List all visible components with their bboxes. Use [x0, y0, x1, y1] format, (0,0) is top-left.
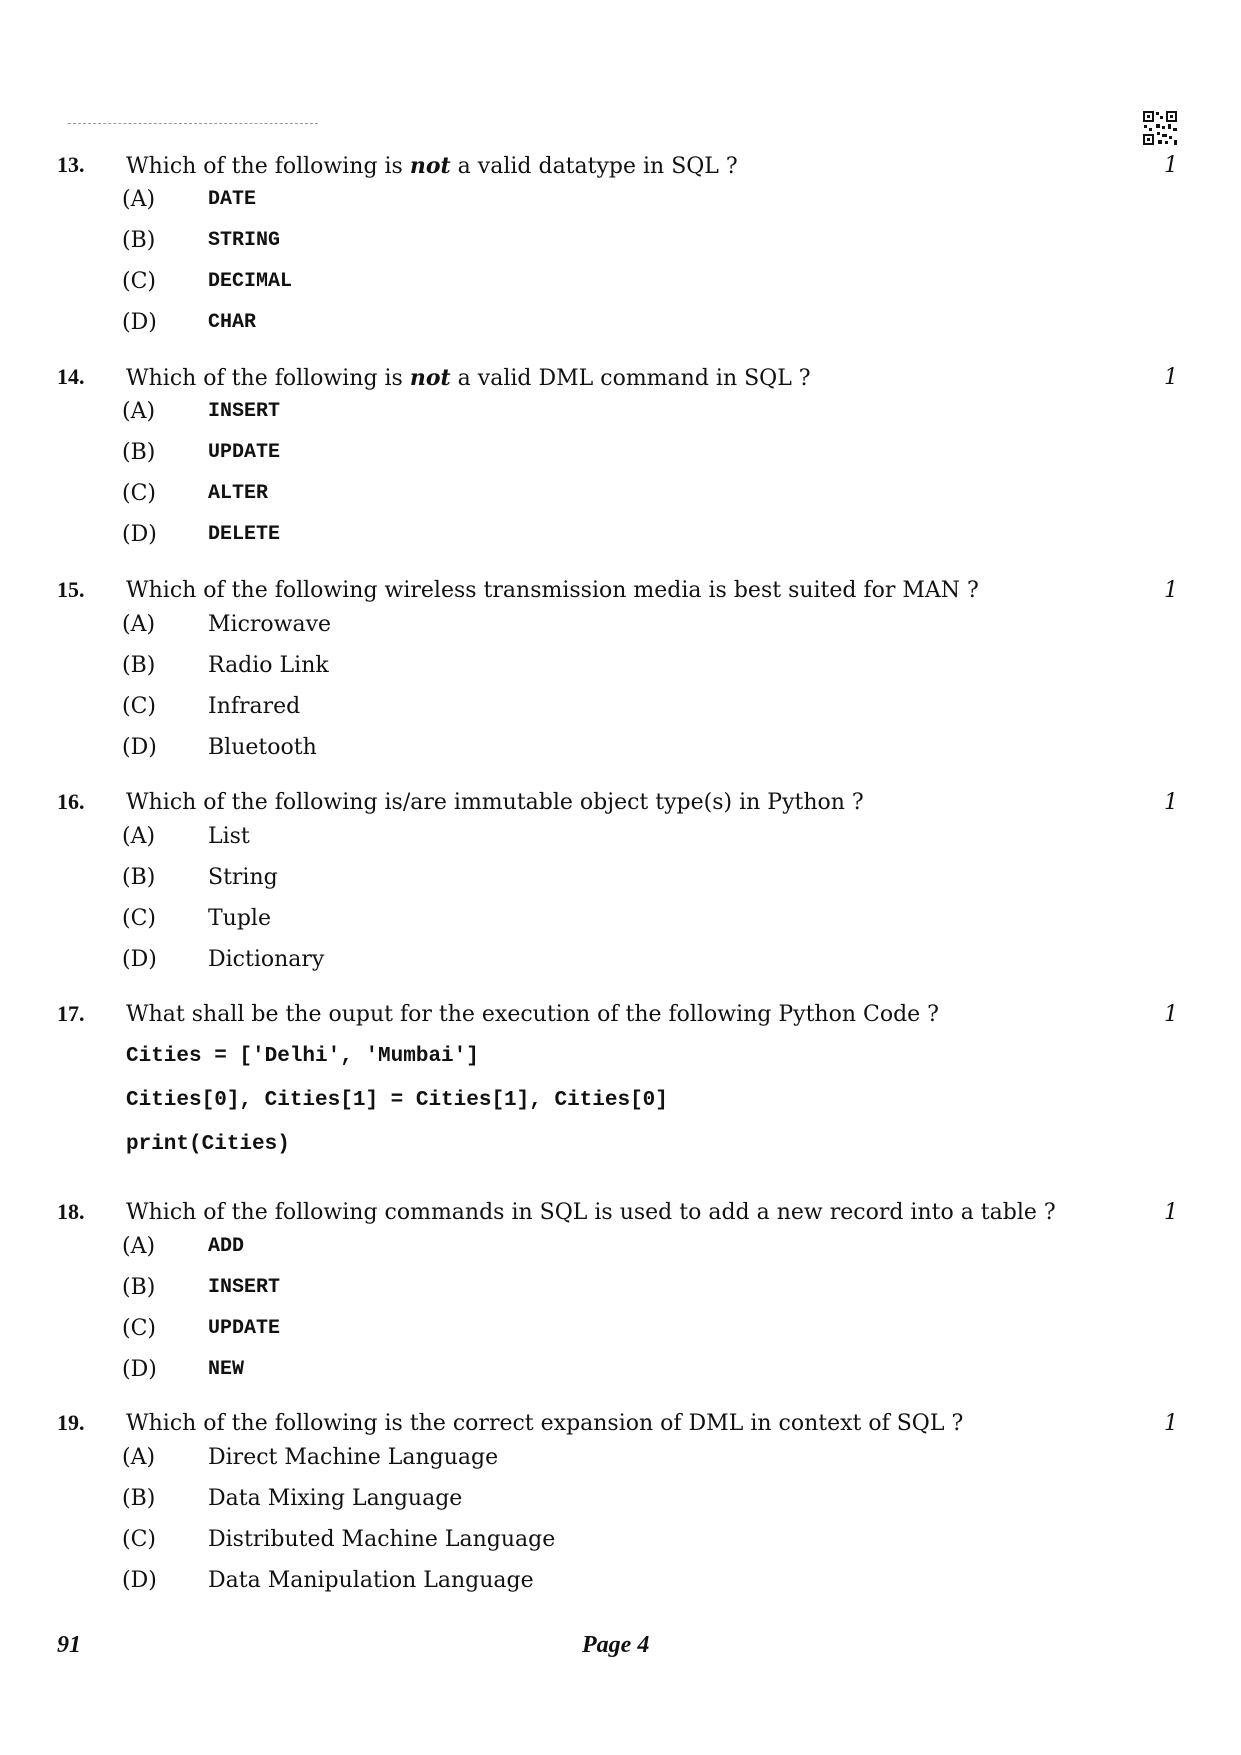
- code-line: print(Cities): [126, 1133, 290, 1156]
- question-17: [0, 1001, 1241, 1175]
- page-number: Page 4: [582, 1632, 650, 1658]
- question-text: Which of the following is not a valid datatype in SQL ?: [126, 153, 738, 179]
- question-marks: 1: [1164, 790, 1178, 815]
- question-number: 13.: [57, 152, 85, 177]
- question-text: Which of the following is the correct expansion of DML in context of SQL ?: [126, 1411, 964, 1436]
- option-a: (A) Direct Machine Language: [122, 1445, 499, 1470]
- option-c: (C) UPDATE: [122, 1316, 281, 1341]
- question-19: [0, 1410, 1241, 1608]
- option-d: (D) Dictionary: [122, 947, 325, 972]
- option-c: (C) Infrared: [122, 694, 301, 719]
- question-marks: 1: [1164, 153, 1178, 178]
- option-a: (A) List: [122, 824, 250, 849]
- question-marks: 1: [1164, 1200, 1178, 1225]
- option-d: (D) Data Manipulation Language: [122, 1568, 534, 1593]
- question-marks: 1: [1164, 1411, 1178, 1436]
- option-d: (D) NEW: [122, 1357, 245, 1382]
- option-b: (B) UPDATE: [122, 440, 281, 465]
- option-d: (D) Bluetooth: [122, 735, 317, 760]
- question-number: 17.: [57, 1001, 85, 1026]
- question-marks: 1: [1164, 365, 1178, 390]
- question-number: 19.: [57, 1410, 85, 1435]
- question-text: Which of the following wireless transmission media is best suited for MAN ?: [126, 578, 979, 603]
- option-d: (D) DELETE: [122, 522, 281, 547]
- option-a: (A) Microwave: [122, 612, 332, 637]
- option-a: (A) ADD: [122, 1234, 245, 1259]
- option-c: (C) Distributed Machine Language: [122, 1527, 556, 1552]
- option-b: (B) Radio Link: [122, 653, 329, 678]
- code-line: Cities = ['Delhi', 'Mumbai']: [126, 1045, 479, 1068]
- question-15: [0, 577, 1241, 775]
- question-number: 15.: [57, 577, 85, 602]
- option-c: (C) DECIMAL: [122, 269, 293, 294]
- question-13: [0, 152, 1241, 350]
- question-text: Which of the following is/are immutable object type(s) in Python ?: [126, 790, 864, 815]
- question-18: [0, 1199, 1241, 1397]
- question-text: Which of the following is not a valid DML command in SQL ?: [126, 365, 811, 391]
- question-number: 18.: [57, 1199, 85, 1224]
- question-marks: 1: [1164, 578, 1178, 603]
- paper-code: 91: [57, 1632, 81, 1658]
- option-c: (C) ALTER: [122, 481, 269, 506]
- qr-code-icon: [1142, 110, 1178, 146]
- question-number: 14.: [57, 364, 85, 389]
- question-16: [0, 789, 1241, 987]
- option-b: (B) String: [122, 865, 278, 890]
- question-marks: 1: [1164, 1002, 1178, 1027]
- header-rule: [68, 123, 318, 126]
- option-b: (B) STRING: [122, 228, 281, 253]
- code-line: Cities[0], Cities[1] = Cities[1], Cities[0]: [126, 1089, 668, 1112]
- option-a: (A) DATE: [122, 187, 257, 212]
- question-14: [0, 364, 1241, 562]
- option-c: (C) Tuple: [122, 906, 271, 931]
- option-d: (D) CHAR: [122, 310, 257, 335]
- option-b: (B) INSERT: [122, 1275, 281, 1300]
- option-b: (B) Data Mixing Language: [122, 1486, 463, 1511]
- question-text: What shall be the ouput for the execution of the following Python Code ?: [126, 1002, 939, 1027]
- question-text: Which of the following commands in SQL is used to add a new record into a table ?: [126, 1200, 1056, 1225]
- question-number: 16.: [57, 789, 85, 814]
- option-a: (A) INSERT: [122, 399, 281, 424]
